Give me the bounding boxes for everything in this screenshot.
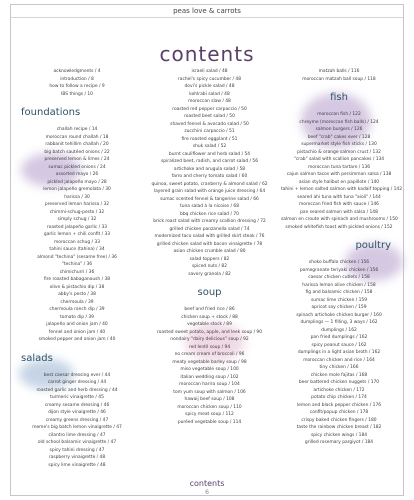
toc-entry: grilled chicken panzanella salad / 74	[169, 226, 250, 232]
toc-entry: fire roasted babaganoush / 38	[43, 277, 111, 282]
toc-entry: chimichurri / 36	[59, 269, 95, 275]
footer-label: contents	[189, 479, 225, 488]
toc-entry: tiny chicken / 166	[319, 365, 359, 370]
toc-entry: rachel's spicy cucumber / 48	[177, 76, 242, 82]
toc-entry: shaved fennel & avocado salad / 50	[170, 121, 249, 127]
toc-entry: tahini sauce (tahina) / 34	[49, 247, 105, 252]
toc-entry: preserved lemon & limes / 24	[44, 157, 110, 162]
toc-entry: pickled jalapeño mayo / 28	[47, 179, 107, 185]
toc-entry: creamy sesame dressing / 46	[44, 402, 110, 408]
toc-entry: spicy peanut sauce / 162	[311, 342, 367, 348]
toc-entry: introduction / 8	[60, 76, 94, 82]
toc-entry: acknowledgments / 4	[53, 69, 101, 74]
toc-entry: israeli salad / 48	[191, 69, 228, 74]
toc-entry: harissa / 30	[64, 194, 90, 200]
toc-entry: moroccan round challah / 18	[45, 134, 109, 140]
toc-entry: old school balsamic vinaigrette / 47	[37, 440, 117, 445]
toc-entry: dovi's pickle salad / 48	[184, 84, 235, 89]
toc-entry: dumplings — 1 filling, 3 ways / 162	[300, 320, 378, 325]
toc-entry: chreyme (moroccan fish balls) / 124	[299, 119, 379, 125]
toc-entry: harissa lemon olive chicken / 158	[302, 282, 376, 288]
toc-entry: puréed vegetable soup / 114	[177, 419, 242, 425]
toc-entry: moroccan chicken and rice / 164	[303, 357, 375, 363]
toc-entry: quinoa, sweet potato, cranberry & almond salad / 62	[151, 181, 268, 187]
toc-entry: sumac scented fennel & tangerine salad / 66	[160, 196, 259, 202]
toc-entry: roasted beet salad / 50	[184, 114, 235, 119]
toc-entry: challah recipe / 14	[56, 127, 98, 132]
toc-entry: moroccan fish / 122	[317, 112, 361, 117]
toc-entry: big batch sautéed onions / 22	[44, 149, 110, 155]
toc-entry: tom yum soup with salmon / 106	[173, 389, 246, 395]
section-heading-poultry: poultry	[355, 240, 391, 251]
toc-entry: beer battered chicken nuggets / 170	[298, 380, 380, 385]
toc-entry: preserved lemon harissa / 32	[44, 202, 110, 207]
toc-entry: kohlrabi salad / 48	[189, 91, 230, 97]
toc-entry: zucchini carpaccio / 51	[184, 129, 235, 134]
toc-entry: spicy tahini dressing / 47	[49, 447, 105, 453]
toc-entry: apricot soy chicken / 159	[311, 305, 367, 310]
toc-entry: beef "crab" cakes ever / 128	[307, 134, 371, 140]
toc-entry: taste the rainbow chicken breast / 182	[296, 425, 382, 430]
toc-entry: dumplings / 162	[321, 327, 357, 333]
toc-entry: nondairy "dairy delicious" soup / 92	[170, 337, 249, 342]
toc-entry: fennel and onion jam / 40	[48, 329, 106, 335]
toc-entry: matzah balls / 116	[318, 69, 360, 74]
toc-entry: tahini + lemon salted salmon with kadaif topping / 142	[281, 187, 403, 192]
book-header: peas love & carrots	[11, 5, 403, 18]
toc-entry: moroccan fried fish with sauce / 146	[299, 202, 379, 207]
toc-entry: potato chip chicken / 174	[311, 395, 367, 400]
toc-entry: hawaij beef soup / 108	[184, 397, 235, 402]
toc-entry: fire roasted eggplant / 51	[181, 136, 238, 142]
toc-entry: farro and cherry tomato salad / 60	[171, 174, 248, 179]
toc-entry: abby's pesto / 38	[58, 292, 96, 297]
toc-entry: brick roast salad with creamy scallion dressing / 72	[153, 219, 266, 224]
toc-entry: rabbanit tehillim challah / 20	[45, 142, 109, 147]
toc-entry: moroccan slaw / 48	[188, 99, 231, 104]
toc-entry: pan fried dumplings / 162	[310, 335, 368, 340]
toc-entry: spicy lime vinaigrette / 48	[48, 462, 106, 468]
toc-entry: "techina" / 36	[61, 262, 93, 267]
toc-entry: artichoke and arugula salad / 58	[173, 166, 246, 172]
toc-entry: almond "techina" (sesame free) / 36	[37, 254, 117, 260]
toc-entry: chicken soup + stock / 88	[181, 314, 238, 320]
toc-entry: layered grain salad with orange juice dressing / 64	[153, 189, 266, 194]
toc-entry: supermarket style fish sticks / 130	[301, 142, 377, 147]
toc-entry: bbq chicken rice salad / 70	[180, 211, 239, 217]
toc-entry: caesar chicken cutlets / 158	[308, 275, 370, 280]
toc-entry: best caesar dressing ever / 44	[43, 372, 111, 378]
toc-entry: shuk salad / 52	[192, 144, 227, 149]
toc-entry: seared ahi tuna with tuna "aioli" / 144	[297, 194, 381, 200]
toc-entry: roasted sweet potato, apple, and leek soup / 90	[156, 329, 263, 335]
toc-entry: sumac lime chicken / 159	[310, 297, 367, 303]
toc-entry: roasted garlic and herb dressing / 44	[36, 387, 118, 393]
toc-entry: meme's big batch lemon vinaigrette / 47	[32, 425, 122, 430]
toc-entry: jalapeño and onion jam / 40	[46, 322, 108, 327]
toc-entry: turmeric vinaigrette / 45	[50, 395, 104, 400]
toc-entry: moroccan harira soup / 104	[179, 382, 240, 387]
toc-entry: how to follow a recipe / 9	[49, 84, 105, 89]
toc-entry: simply schug / 32	[57, 217, 97, 222]
toc-entry: pistachio & orange salmon crust / 132	[297, 149, 381, 155]
toc-entry: roasted jalapeño garlic / 33	[46, 224, 108, 230]
toc-entry: pan seared salmon with salsa / 148	[300, 209, 378, 215]
section-heading-soup: soup	[197, 287, 222, 298]
toc-entry: artichoke chicken / 172	[313, 387, 365, 393]
toc-entry: raspberry vinaigrette / 48	[48, 455, 106, 460]
book-page	[10, 4, 404, 496]
toc-entry: salad toppers / 82	[189, 256, 230, 262]
toc-entry: lemon and black pepper chicken / 176	[296, 402, 382, 408]
toc-entry: IBS things / 10	[61, 91, 93, 97]
toc-entry: fig and balsamic chicken / 158	[305, 290, 373, 295]
section-heading-salads: salads	[21, 352, 53, 364]
toc-entry: moroccan tuna tartare / 136	[307, 164, 371, 170]
toc-column-3	[281, 68, 403, 447]
toc-entry: cilantro lime dressing / 47	[48, 432, 106, 438]
toc-entry: crispy baked chicken fingers / 180	[301, 417, 377, 423]
toc-entry: shoko buffalo chicken / 156	[308, 260, 370, 265]
toc-column-1	[21, 68, 133, 469]
toc-entry: chermoula / 39	[60, 299, 94, 305]
toc-entry: grilled chicken salad with bacon vinaigrette / 78	[156, 241, 263, 247]
toc-entry: sumac pickled onions / 24	[48, 164, 106, 170]
toc-entry: meaty vegetable barley soup / 98	[172, 359, 247, 365]
toc-entry: beef and fried rice / 86	[184, 307, 235, 312]
toc-entry: carrot ginger dressing / 44	[47, 380, 107, 385]
toc-entry: garlic lemon + chili confit / 33	[43, 232, 111, 237]
toc-entry: salmon burgers / 126	[315, 127, 363, 132]
toc-entry: cajun salmon tacos with persimmon salsa / 138	[286, 172, 392, 177]
toc-entry: savory granola / 82	[188, 271, 231, 277]
toc-entry: spinach artichoke chicken burger / 160	[296, 312, 382, 318]
toc-entry: modernized taco salad with grilled skirt steak / 76	[154, 234, 265, 239]
toc-entry: spiced nuts / 82	[191, 264, 228, 269]
toc-entry: roasted red pepper carpaccio / 50	[172, 106, 247, 112]
toc-entry: burnt cauliflower and herb salad / 54	[168, 151, 251, 157]
toc-entry: salmon en croute with spinach and mushrooms / 150	[281, 217, 398, 222]
toc-entry: asian chicken crumble salad / 80	[173, 249, 246, 254]
toc-entry: miso vegetable soup / 100	[180, 367, 239, 372]
toc-entry: italian wedding soup / 102	[180, 374, 239, 380]
toc-entry: spiralized beet, radish, and carrot salad / 56	[160, 159, 259, 164]
toc-entry: smoked whitefish toast with pickled onions / 152	[285, 224, 393, 230]
toc-column-2	[147, 68, 272, 426]
toc-entry: no cream cream of broccoli / 96	[174, 352, 245, 357]
toc-entry: chermoula ranch dip / 39	[49, 307, 105, 312]
toc-entry: red lentil soup / 94	[188, 344, 231, 350]
toc-entry: confit/popup chicken / 178	[309, 410, 369, 415]
page-number: 6	[205, 489, 209, 496]
toc-entry: tuna salad à la nicoise / 68	[179, 204, 239, 209]
page-title: contents	[159, 42, 255, 66]
toc-entry: vegetable stock / 89	[187, 322, 232, 327]
toc-entry: spicy chicken wings / 184	[310, 432, 368, 438]
toc-entry: creamy greens dressing / 47	[45, 417, 109, 423]
toc-entry: assorted mayo / 26	[55, 172, 99, 177]
toc-entry: chicken mole fajitas / 168	[310, 372, 368, 378]
toc-entry: moroccan schug / 33	[54, 239, 100, 245]
toc-entry: spicy meat soup / 112	[185, 412, 234, 417]
toc-entry: tomato dip / 39	[60, 314, 94, 320]
toc-entry: moroccan matzah ball soup / 118	[302, 76, 376, 82]
toc-entry: lemon jalapeño gremolata / 30	[43, 187, 111, 192]
toc-entry: pomegranate teriyaki chicken / 156	[299, 267, 379, 273]
section-heading-fish: fish	[330, 92, 348, 103]
toc-entry: smoked pepper and onion jam / 40	[38, 337, 116, 342]
toc-entry: dumplings in a light asian broth / 162	[297, 350, 381, 355]
section-heading-foundations: foundations	[21, 107, 81, 118]
toc-entry: olive & pistachio dip / 38	[49, 284, 105, 290]
toc-entry: asian style halibut en papillote / 140	[298, 179, 380, 185]
toc-entry: dijon style vinaigrette / 46	[48, 410, 106, 415]
toc-entry: chimmi-schug-pesto / 32	[49, 209, 105, 215]
page-footer	[11, 479, 403, 496]
toc-entry: moroccan chicken soup / 110	[177, 404, 242, 410]
toc-entry: grilled rosemary pargiyot / 184	[304, 440, 374, 445]
toc-entry: "crab" salad with scallion pancakes / 134	[293, 157, 385, 162]
